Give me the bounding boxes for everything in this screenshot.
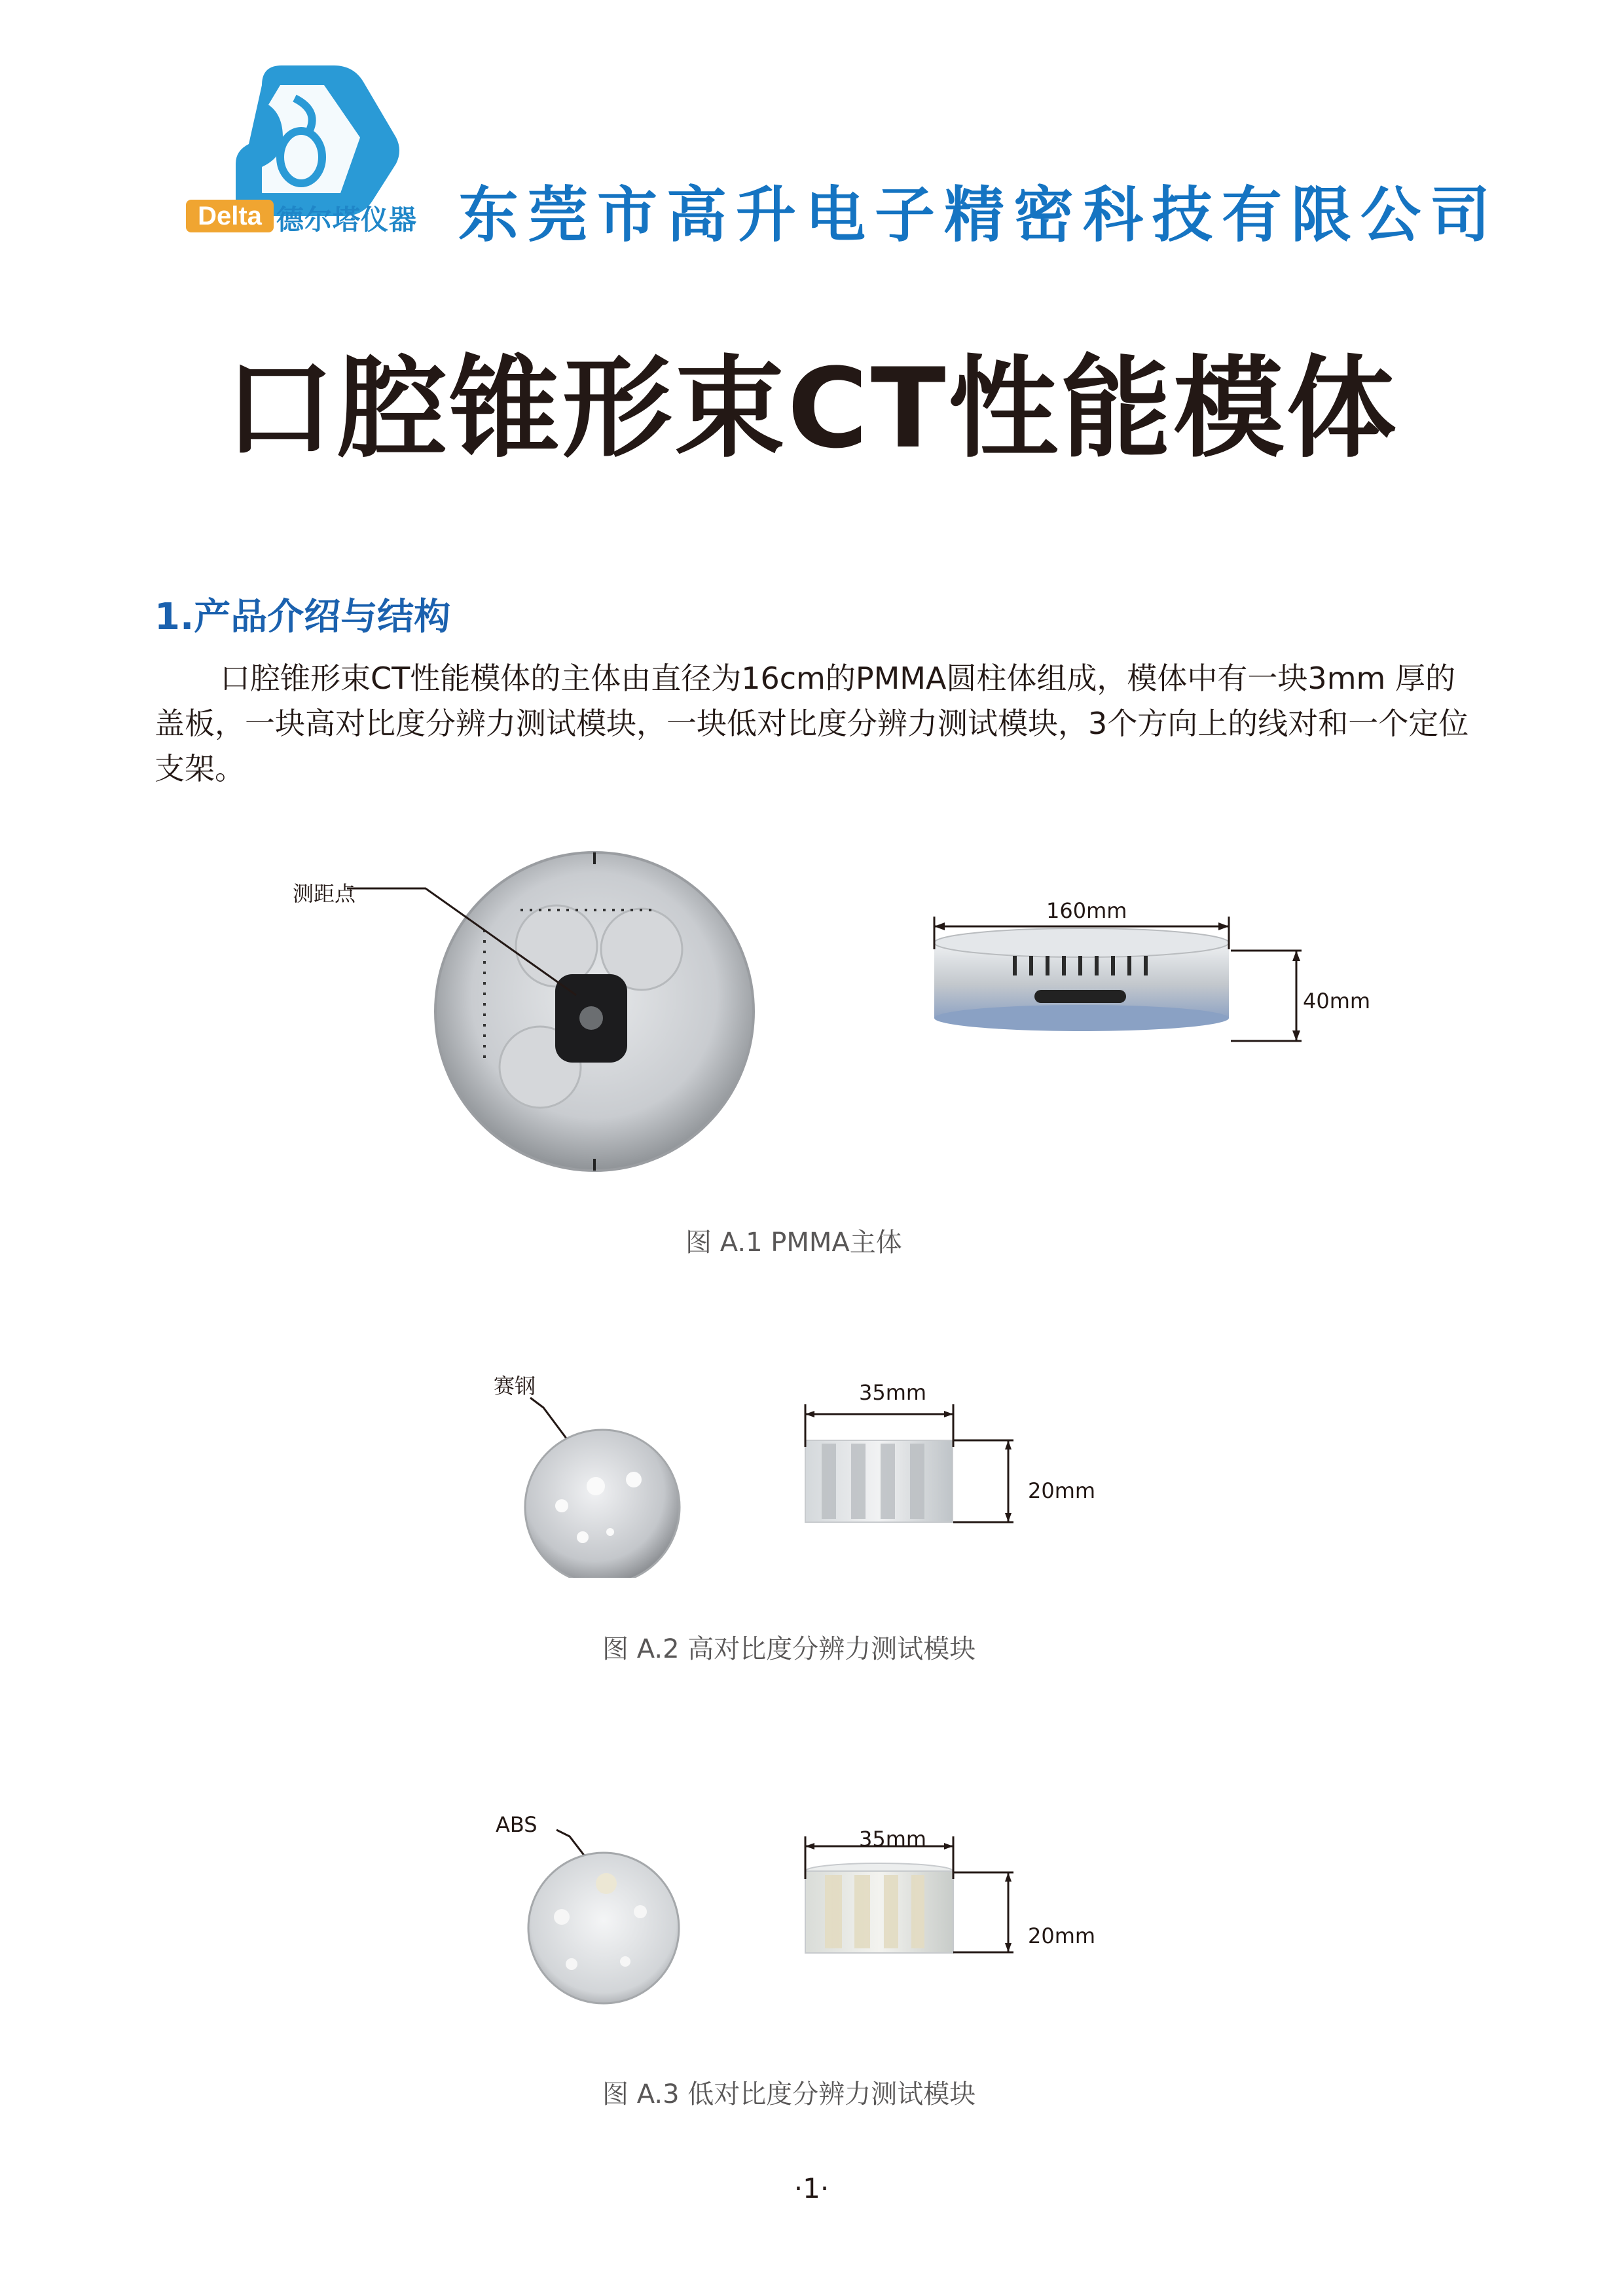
figure-a3-caption: 图 A.3 低对比度分辨力测试模块 — [602, 2079, 976, 2109]
logo-brand-text: 德尔塔仪器 — [276, 204, 418, 236]
dimension-height-label: 40mm — [1303, 989, 1371, 1013]
figure-a3-image — [484, 1807, 1113, 2023]
section-paragraph: 口腔锥形束CT性能模体的主体由直径为16cm的PMMA圆柱体组成，模体中有一块3mm 厚的盖板，一块高对比度分辨力测试模块，一块低对比度分辨力测试模块，3个方向上的线对和一个定位支架。 — [155, 661, 1469, 786]
company-name: 东莞市高升电子精密科技有限公司 — [458, 179, 1500, 250]
dimension-width-label: 160mm — [1046, 898, 1127, 923]
callout-measure-point: 测距点 — [293, 881, 356, 906]
dimension-height-label: 20mm — [1028, 1923, 1096, 1948]
figure-a2-caption: 图 A.2 高对比度分辨力测试模块 — [602, 1634, 976, 1664]
callout-material-polyoxymethylene: 赛钢 — [494, 1374, 536, 1398]
figure-a1-image — [288, 845, 1401, 1185]
page-title: 口腔锥形束CT性能模体 — [224, 344, 1399, 473]
logo-badge: Delta — [186, 200, 274, 232]
figure-a1-caption: 图 A.1 PMMA主体 — [685, 1228, 902, 1258]
section-heading: 1.产品介绍与结构 — [155, 596, 451, 638]
dimension-height-label: 20mm — [1028, 1478, 1096, 1503]
page-number: ·1· — [793, 2172, 830, 2204]
figure-a2-image — [484, 1362, 1113, 1578]
dimension-width-label: 35mm — [859, 1380, 927, 1405]
high-contrast-module-top-view — [525, 1430, 680, 1578]
callout-material-abs: ABS — [496, 1812, 538, 1837]
dimension-width-label: 35mm — [859, 1827, 927, 1851]
